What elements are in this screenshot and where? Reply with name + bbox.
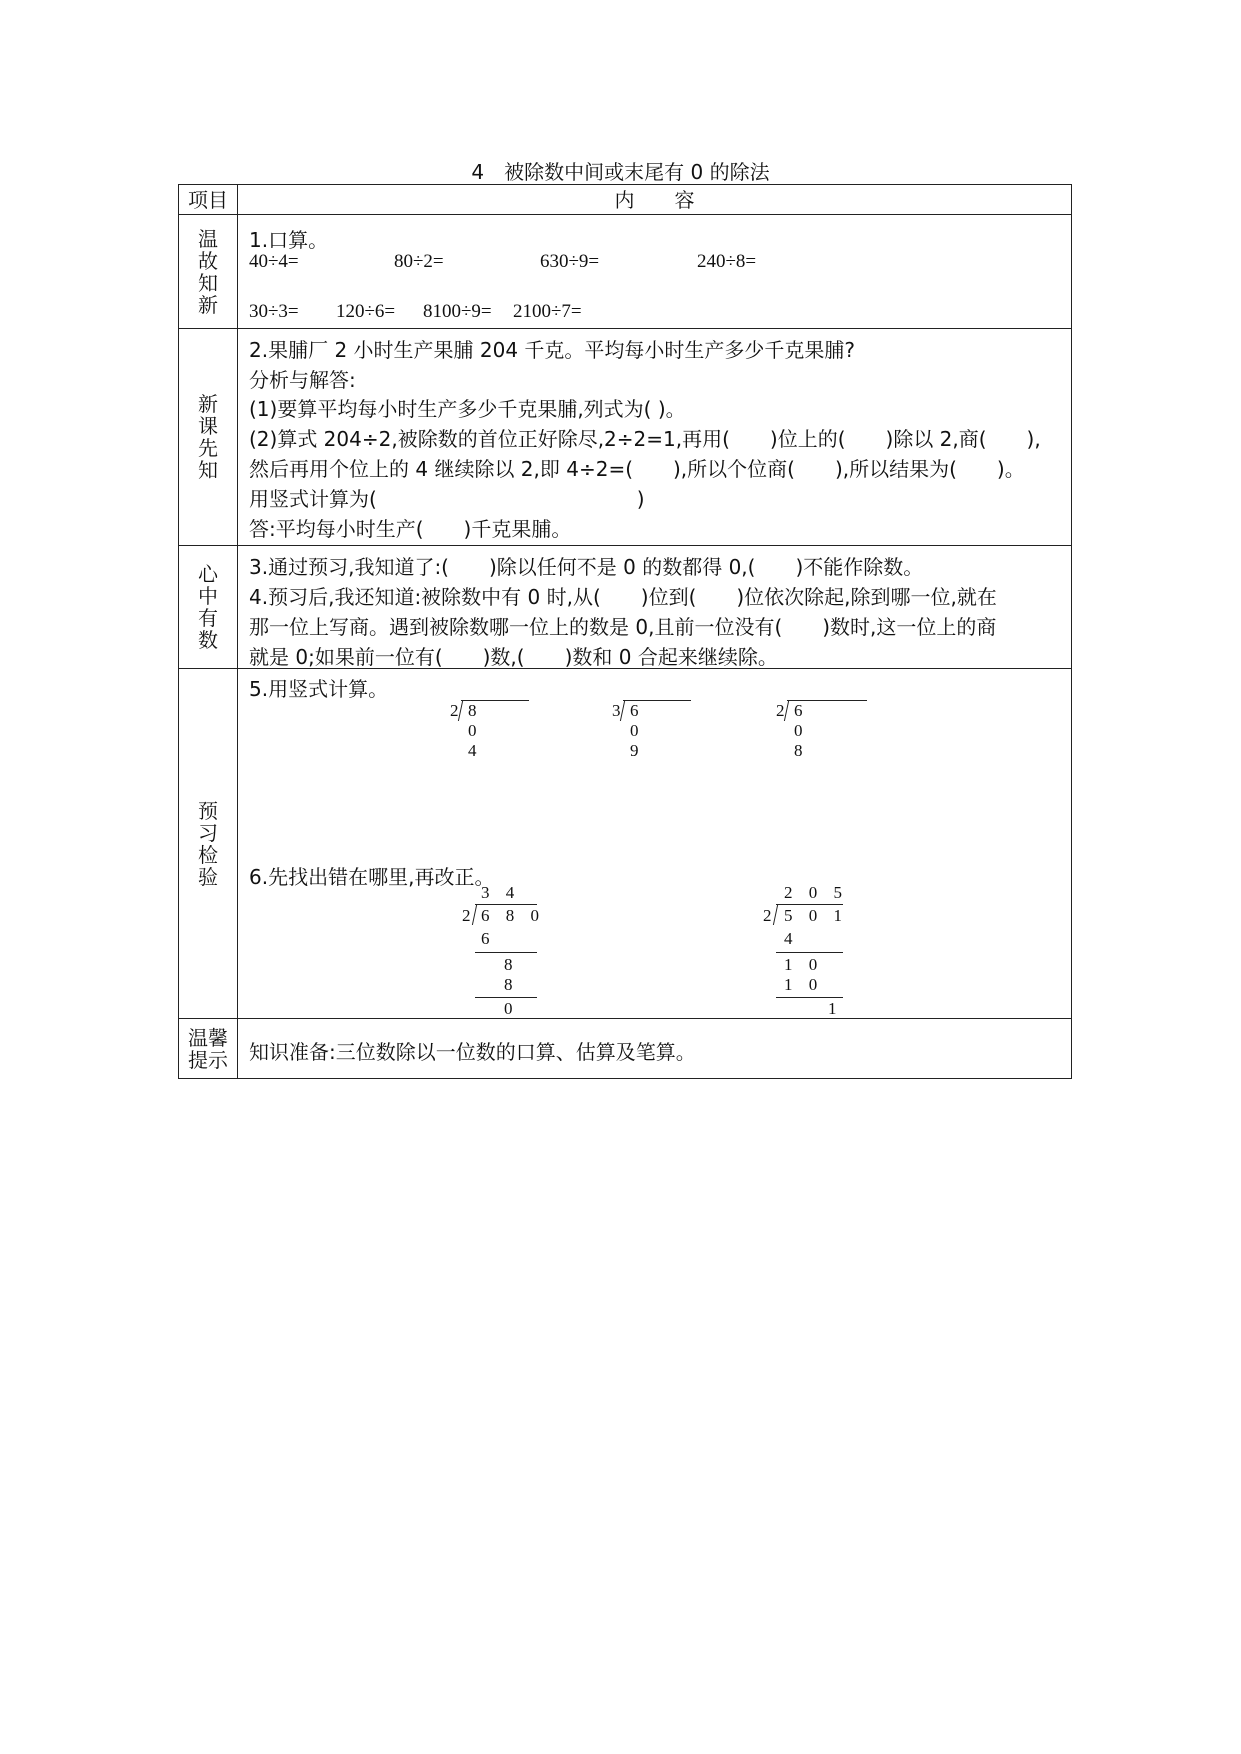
- q2-answer: 答:平均每小时生产( )千克果脯。: [249, 517, 572, 541]
- tips-text: 知识准备:三位数除以一位数的口算、估算及笔算。: [249, 1040, 696, 1064]
- q6a-step3: 8: [504, 975, 513, 994]
- content-tips: [238, 1019, 1072, 1079]
- label-preview: 新 课 先 知: [179, 329, 238, 546]
- label-review: 温 故 知 新: [179, 215, 238, 329]
- mental-1: 40÷4=: [249, 251, 299, 272]
- page-title: 4 被除数中间或末尾有 0 的除法: [471, 160, 770, 184]
- q6b-divisor: 2: [763, 906, 772, 925]
- mental-7: 8100÷9=: [423, 301, 492, 322]
- mental-3: 630÷9=: [540, 251, 600, 272]
- q2-analysis: 分析与解答:: [249, 368, 356, 392]
- q2-step2: (2)算式 204÷2,被除数的首位正好除尽,2÷2=1,再用( )位上的( )除以 2,商( ),: [249, 427, 1041, 451]
- q4-text-2: 那一位上写商。遇到被除数哪一位上的数是 0,且前一位没有( )数时,这一位上的商: [249, 615, 997, 639]
- q6a-divisor: 2: [462, 906, 471, 925]
- q6b-step2: 1 0: [784, 955, 824, 974]
- q6a-step4: 0: [504, 999, 513, 1018]
- content-mind: [238, 546, 1072, 669]
- header-col2: 内 容: [238, 185, 1072, 215]
- worksheet-table: [178, 184, 1072, 1079]
- mental-8: 2100÷7=: [513, 301, 582, 322]
- q2-text: 2.果脯厂 2 小时生产果脯 204 千克。平均每小时生产多少千克果脯?: [249, 338, 856, 362]
- q6a-dividend: 6 8 0: [481, 906, 545, 925]
- q6a-quotient: 3 4: [481, 883, 521, 902]
- q6a-step2: 8: [504, 955, 513, 974]
- content-preview: [238, 329, 1072, 546]
- q2-step2-cont: 然后再用个位上的 4 继续除以 2,即 4÷2=( ),所以个位商( ),所以结果为( )。: [249, 457, 1025, 481]
- q4-text-3: 就是 0;如果前一位有( )数,( )数和 0 合起来继续除。: [249, 645, 778, 669]
- q6b-step3: 1 0: [784, 975, 824, 994]
- q1-heading: 1.口算。: [249, 228, 329, 252]
- q6a-step1: 6: [481, 929, 490, 948]
- q2-step1: (1)要算平均每小时生产多少千克果脯,列式为( )。: [249, 397, 686, 421]
- q6b-dividend: 5 0 1: [784, 906, 848, 925]
- label-mind: 心 中 有 数: [179, 546, 238, 669]
- q6b-step1: 4: [784, 929, 793, 948]
- row-review: [179, 215, 1072, 329]
- header-col1: 项目: [179, 185, 238, 215]
- mental-5: 30÷3=: [249, 301, 299, 322]
- q6b-quotient: 2 0 5: [784, 883, 848, 902]
- content-review: [238, 215, 1072, 329]
- content-check: 5.用竖式计算。 2 8 0 4 3 6 0 9 2 6 0 8 6.先找出错在哪里,再改正。 3 4 2 6 8 0 6 8 8 0 2 0 5 2 5 0 1 4 1 0 1 0 1: [238, 669, 1072, 1019]
- q6-heading: 6.先找出错在哪里,再改正。: [249, 865, 495, 889]
- mental-6: 120÷6=: [336, 301, 396, 322]
- row-check: [179, 669, 1072, 1019]
- row-mind: [179, 546, 1072, 669]
- q5-heading: 5.用竖式计算。: [249, 677, 389, 701]
- row-preview: [179, 329, 1072, 546]
- mental-4: 240÷8=: [697, 251, 757, 272]
- label-check: 预 习 检 验: [179, 669, 238, 1019]
- label-tips: 温馨 提示: [179, 1019, 238, 1079]
- q4-text: 4.预习后,我还知道:被除数中有 0 时,从( )位到( )位依次除起,除到哪一位,就在: [249, 585, 997, 609]
- header-row: [179, 185, 1072, 215]
- q3-text: 3.通过预习,我知道了:( )除以任何不是 0 的数都得 0,( )不能作除数。: [249, 555, 924, 579]
- row-tips: [179, 1019, 1072, 1079]
- q6b-step4: 1: [828, 999, 837, 1018]
- q2-vertical: 用竖式计算为( ): [249, 487, 645, 511]
- mental-2: 80÷2=: [394, 251, 444, 272]
